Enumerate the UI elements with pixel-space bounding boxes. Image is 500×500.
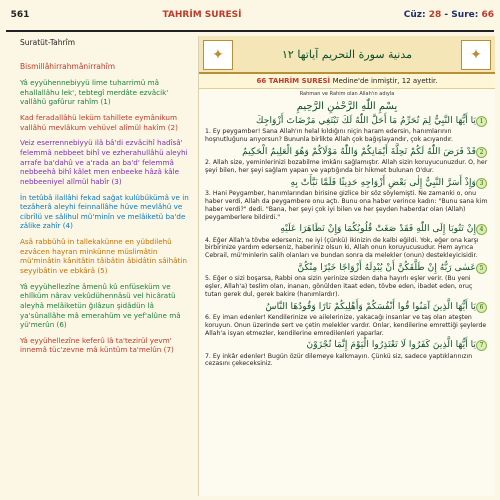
verse-number-icon: 4 xyxy=(476,224,487,235)
sure-label: - Sure: xyxy=(441,10,482,20)
verse-arabic xyxy=(205,339,489,351)
verse-arabic-text: يَا أَيُّهَا الَّذِينَ كَفَرُوا لَا تَعْتَذِرُوا الْيَوْمَ إِنَّمَا تُجْزَوْنَ xyxy=(306,339,476,351)
verse-number-icon: 5 xyxy=(476,263,487,274)
verse-translation: 3. Hani Peygamber, hanımlarından birisine gizlice bir söz söylemişti. Ne zamanki o, onu haber verdi, Allah da peygambere onu açtı. Bunu ona haber verince kadın: "Bunu sana kim haber verdi?" dedi. "Bana, her şeyi çok iyi bilen ve her şeyden haberdar olan (Allah) peygamberlere bildirdi." xyxy=(205,190,488,221)
transliteration-title: Suratüt-Tahrîm xyxy=(20,38,76,47)
verse-arabic xyxy=(205,301,489,313)
verse-number-icon: 1 xyxy=(476,116,487,127)
page-number: 561 xyxy=(10,10,30,20)
verse-arabic xyxy=(205,115,489,127)
verse-arabic-text: إِنْ تَتُوبَا إِلَى اللّٰهِ فَقَدْ صَغَتْ قُلُوبُكُمَا وَإِنْ تَظَاهَرَا عَلَيْهِ xyxy=(280,223,476,235)
transliteration-verse-6: Yâ eyyühellezîne âmenû kû enfüseküm ve ehlîküm nârav vekûdühennâsü vel hicâratü aleyhâ melâiketün ğılâzun şidâdün lâ ya'sûnallâhe mâ emerahüm ve yef'alûne mâ yü'merûn (6) xyxy=(20,281,181,330)
verse-3 xyxy=(199,176,495,222)
basmala-translation: Rahman ve Rahim olan Allah'ın adıyla xyxy=(299,91,395,97)
juz-sure-info xyxy=(364,10,500,20)
verse-number-icon: 2 xyxy=(476,147,487,158)
verse-arabic xyxy=(205,177,489,189)
verse-5 xyxy=(199,261,495,300)
transliteration-column xyxy=(6,36,194,496)
surah-header-ornament xyxy=(199,36,495,74)
juz-label: Cüz: xyxy=(403,10,429,20)
ornament-star-icon: ✦ xyxy=(461,40,491,70)
verse-number-icon: 7 xyxy=(476,340,487,351)
verse-translation: 2. Allah size, yeminlerinizi bozabilme imkânı sağlamıştır. Allah sizin koruyucunuzdur. O, her şeyi bilen, her şeyi sağlam yapan ve yaptığında bir hikmet bulunan O'dur. xyxy=(205,159,488,175)
verse-translation: 4. Eğer Allah'a tövbe ederseniz, ne iyi (çünkü) ikinizin de kalbi eğildi. Yok, eğer ona karşı birbirinize yardım ederseniz, haberiniz olsun ki, Allah onun koruyucusudur. Hem ayrıca Cebrail, mü'minlerin salih olanları ve bundan sonra da melekler (onun) destekleyicisidir. xyxy=(205,236,479,260)
verse-arabic xyxy=(205,223,489,235)
sure-number: 66 xyxy=(481,10,494,20)
arabic-translation-column xyxy=(198,36,495,496)
verse-translation: 5. Eğer o sizi boşarsa, Rabbi ona sizin yerinize sizden daha hayırlı eşler verir. (Bu yeni eşler, Allah'a) teslim olan, inanan, gönülden itaat eden, tövbe eden, ibadet eden, oruç tutan gerek dul, gerek bakire (hanımlardır). xyxy=(205,275,473,298)
basmala-arabic: بِسْمِ اللّٰهِ الرَّحْمٰنِ الرَّحِيمِ xyxy=(296,101,398,112)
verse-arabic-text: وَإِذْ أَسَرَّ النَّبِيُّ إِلٰى بَعْضِ أَزْوَاجِهِ حَدِيثًا فَلَمَّا نَبَّأَتْ بِهِ xyxy=(290,176,476,188)
verse-number-icon: 3 xyxy=(476,178,487,189)
verse-1 xyxy=(199,114,495,145)
transliteration-verse-5: Asâ rabbühû in tallekakünne en yübdilehû ezvâcen hayran minkünne müslimâtin mü'minâtin kânitâtin tâibâtin âbidâtin sâihâtin seyyibâtin ve ebkârâ (5) xyxy=(20,237,187,275)
transliteration-verse-1: Yâ eyyühennebiyyü lime tuharrimü mâ ehallallâhu lek', tebtegî merdâte ezvâcik' vallâhü gafûrur rahîm (1) xyxy=(20,78,169,107)
verse-translation: 6. Ey iman edenler! Kendilerinize ve ailelerinize, yakacağı insanlar ve taş olan ateşten koruyun. Onun üzerinde sert ve çetin melekler vardır. Onlar, kendilerine emrettiği şeylerde Allah'a isyan etmezler, kendilerine emredilenleri yaparlar. xyxy=(205,314,487,337)
verse-translation: 7. Ey inkâr edenler! Bugün özür dilemeye kalkmayın. Çünkü siz, sadece yaptıklarınızın cezasını çekeceksiniz. xyxy=(205,352,473,368)
verse-arabic-text: قَدْ فَرَضَ اللّٰهُ لَكُمْ تَحِلَّةَ أَيْمَانِكُمْ وَاللّٰهُ مَوْلَاكُمْ وَهُوَ الْعَلِيمُ الْحَكِيمُ xyxy=(242,145,476,157)
verse-translation: 1. Ey peygamber! Sana Allah'ın helal kıldığını niçin haram edersin, hanımlarının hoşnutluğunu arıyorsun? Bununla birlikte Allah çok bağışlayandır, çok acıyandır. xyxy=(205,128,453,144)
transliteration-basmala: Bismillâhirrahmânirrahîm xyxy=(20,62,116,72)
verse-arabic xyxy=(205,262,489,274)
verse-4 xyxy=(199,222,495,261)
band-number: 66 xyxy=(256,77,267,85)
verse-6 xyxy=(199,300,495,339)
page-header xyxy=(0,0,500,30)
ornament-star-icon: ✦ xyxy=(203,40,233,70)
verse-7 xyxy=(199,338,495,369)
surah-info-band xyxy=(199,74,495,89)
verse-arabic-text: يَا أَيُّهَا الَّذِينَ آمَنُوا قُوا أَنْفُسَكُمْ وَأَهْلِيكُمْ نَارًا وَقُودُهَا النَّاسُ xyxy=(265,300,476,312)
verse-arabic-text: عَسٰى رَبُّهُ إِنْ طَلَّقَكُنَّ أَنْ يُبْدِلَهُ أَزْوَاجًا خَيْرًا مِنْكُنَّ xyxy=(297,261,476,273)
verse-arabic-text: يَا أَيُّهَا النَّبِيُّ لِمَ تُحَرِّمُ مَا أَحَلَّ اللّٰهُ لَكَ تَبْتَغِي مَرْضَاتَ أَزْوَاجِكَ xyxy=(256,115,476,126)
band-surah-name: TAHRİM SURESİ xyxy=(266,77,333,85)
band-revelation-info: Medine'de inmiştir, 12 ayettir. xyxy=(332,77,438,85)
transliteration-verse-7: Yâ eyyühellezîne keferû lâ ta'tezirül yevm' innemâ tüc'zevne mâ küntüm ta'melûn (7) xyxy=(20,335,174,355)
verse-number-icon: 6 xyxy=(476,302,487,313)
transliteration-verse-2: Kad feradallâhü leküm tahillete eymânikum vallâhü mevlâkum vehüvel alîmül hakîm (2) xyxy=(20,113,178,132)
header-divider xyxy=(6,30,494,32)
juz-number: 28 xyxy=(428,10,442,20)
verse-2 xyxy=(199,145,495,176)
surah-title: TAHRİM SURESİ xyxy=(162,10,242,20)
transliteration-verse-3: Veiz eserrennebiyyü ilâ bâ'di ezvâcihî hadîsâ' felemmâ nebbeet bihî ve ezherahullâhü aleyhi arrafe ba'dahû ve a'rada an ba'd' felemmâ nebbeehâ bihî kâlet men enbeeke hâzâ kâle nebbeeniyel alîmül habîr (3) xyxy=(20,138,188,186)
transliteration-verse-4: İn tetûbâ ilallâhi fekad sağat kulûbükümâ ve in tezâherâ aleyhi feinnallâhe hüve mevlâhü ve cibrîlü ve sâlihul mü'minîn ve melâiketü ba'de zâlike zahîr (4) xyxy=(20,192,189,231)
verse-arabic xyxy=(205,146,489,158)
surah-header-arabic: مدنية سورة التحريم آياتها ١٢ xyxy=(282,47,412,61)
